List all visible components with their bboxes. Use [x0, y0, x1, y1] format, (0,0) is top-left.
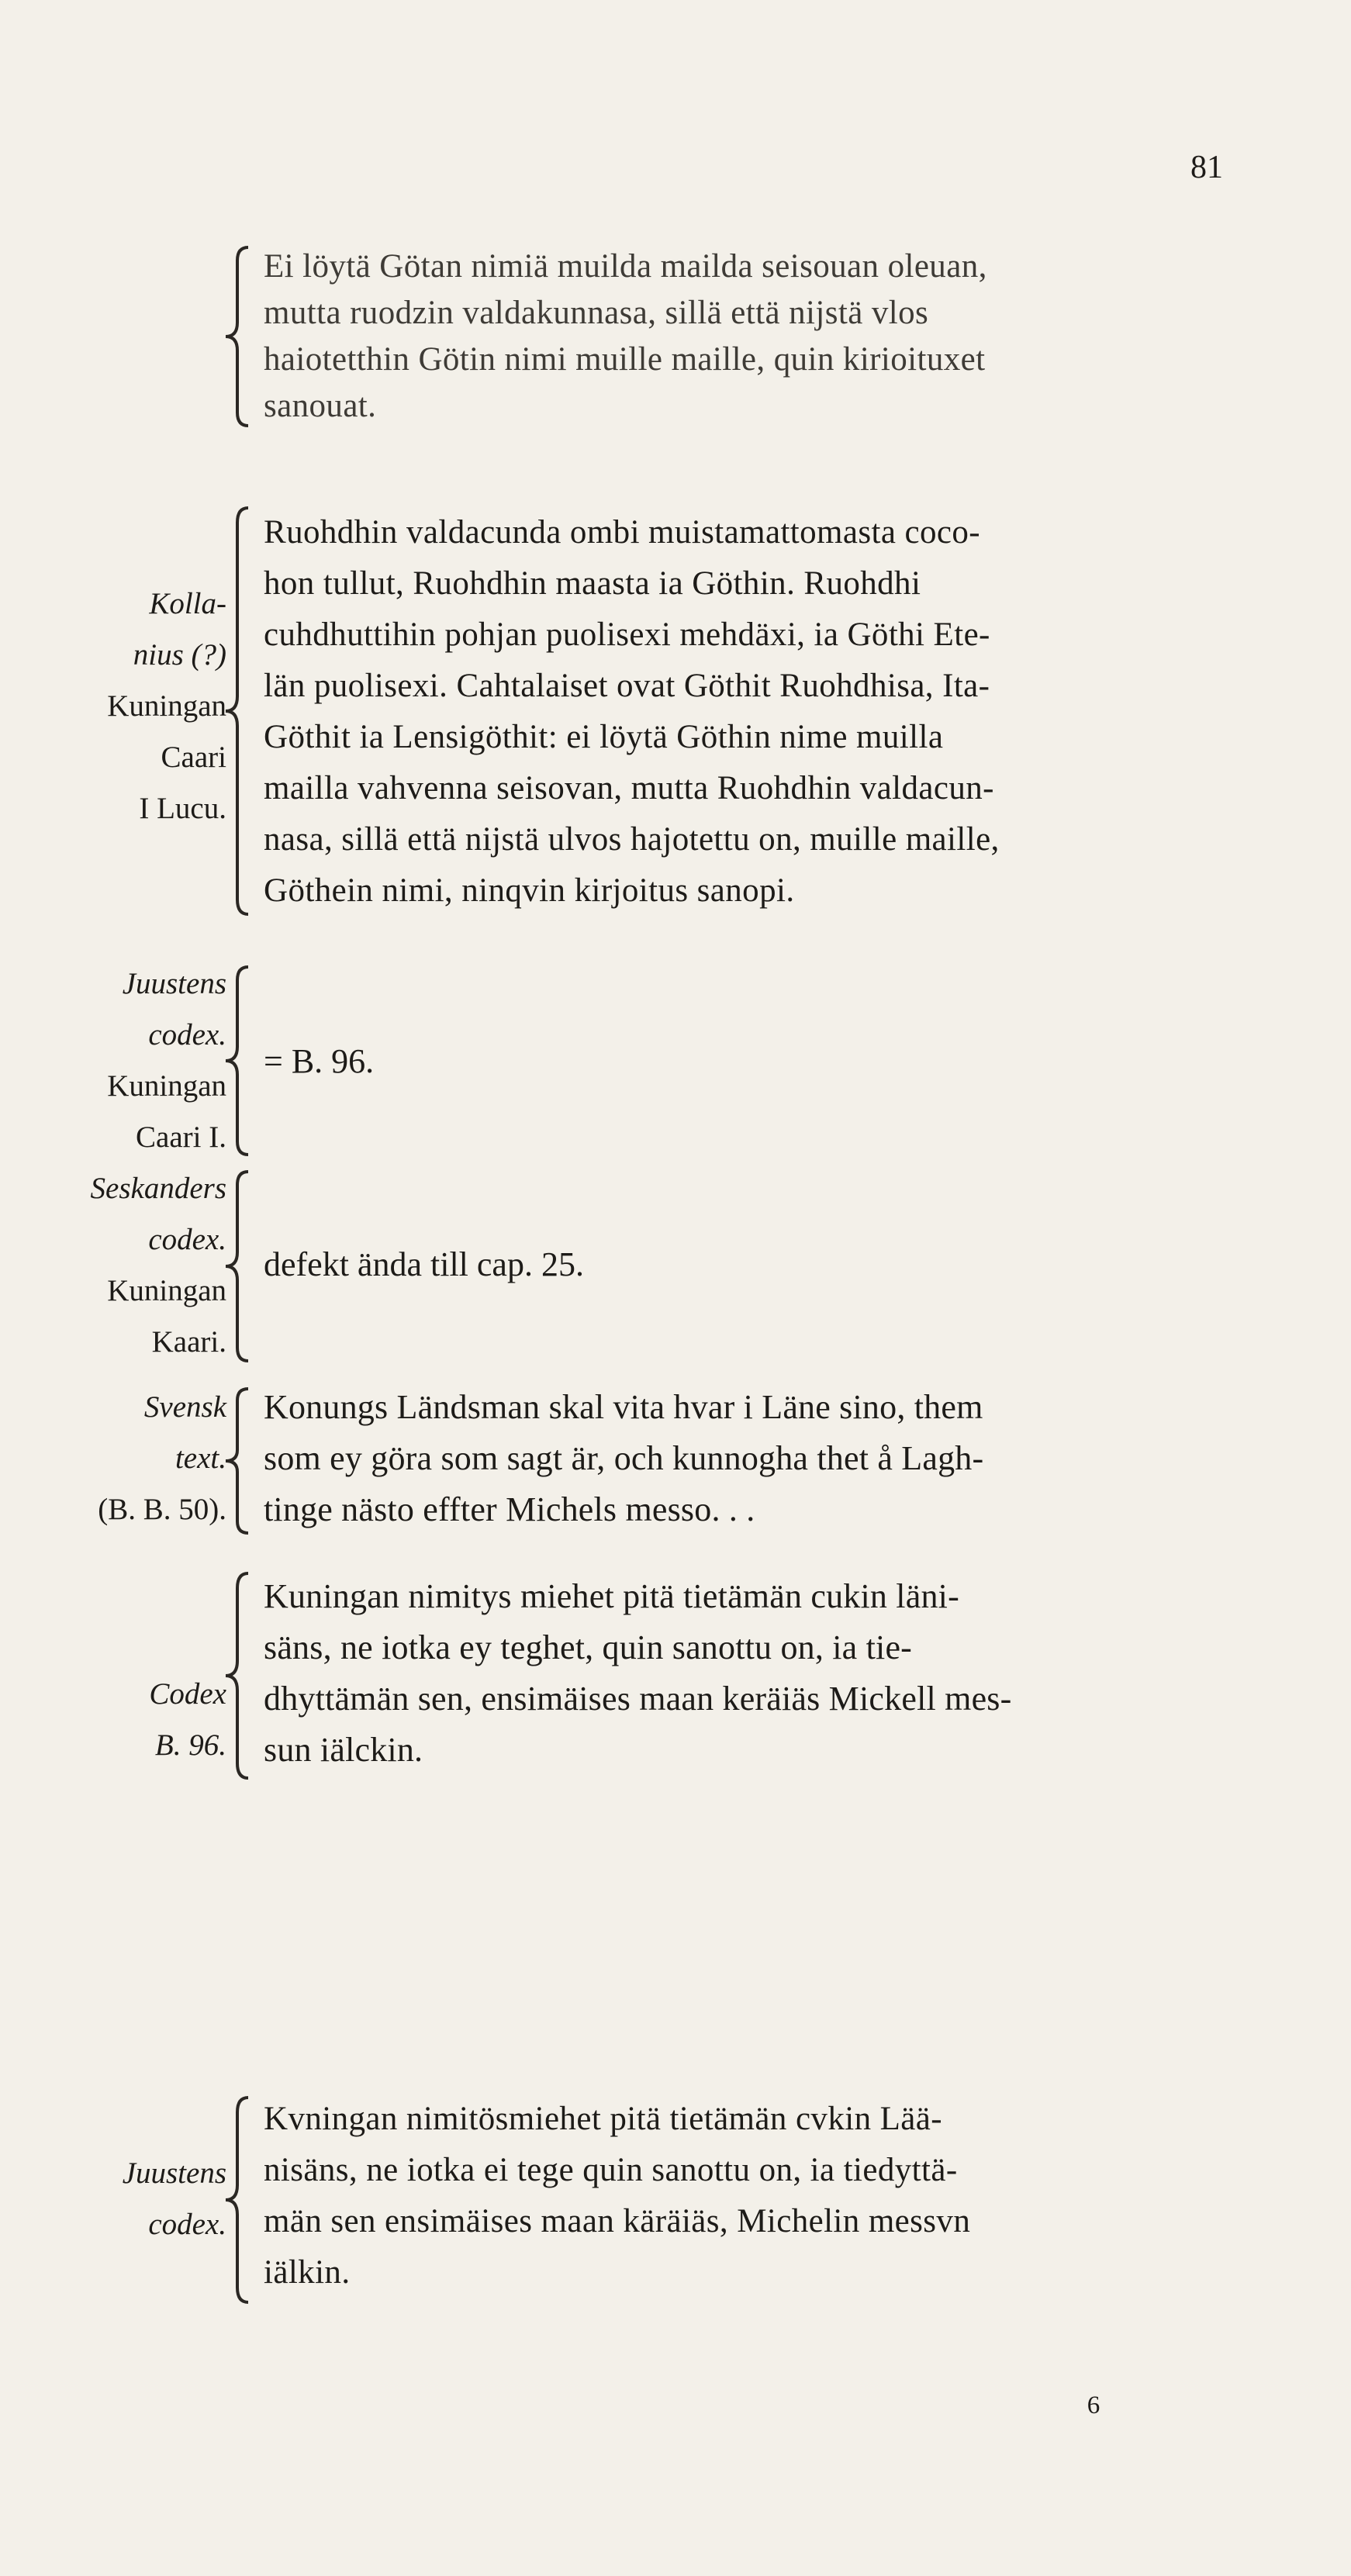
text-line: som ey göra som sagt är, och kunnogha thet å Lagh- [264, 1439, 984, 1477]
text-line: län puolisexi. Cahtalaiset ovat Göthit Ruohdhisa, Ita- [264, 668, 990, 704]
text-line: cuhdhuttihin pohjan puolisexi mehdäxi, ia Göthi Ete- [264, 616, 990, 653]
siglum-line: codex. [148, 1223, 226, 1256]
section-7-text [264, 2094, 1272, 2298]
siglum-line: Kuningan [107, 1274, 226, 1307]
brace-section-7 [222, 2095, 256, 2305]
text-line: nasa, sillä että nijstä ulvos hajotettu on, muille maille, [264, 821, 1000, 858]
text-line: mutta ruodzin valdakunnasa, sillä että nijstä vlos [264, 295, 929, 331]
siglum-line: Codex [149, 1677, 226, 1711]
section-2-text [264, 507, 1272, 917]
text-line: nisäns, ne iotka ei tege quin sanottu on, ia tiedyttä- [264, 2152, 958, 2188]
siglum-line: Kuningan [107, 1069, 226, 1103]
brace-section-2 [222, 506, 256, 917]
brace-section-5 [222, 1386, 256, 1535]
section-4-text [264, 1239, 1272, 1290]
text-line: Kuningan nimitys miehet pitä tietämän cukin läni- [264, 1577, 959, 1615]
siglum-line: nius (?) [133, 638, 226, 672]
siglum-juustens-codex [0, 958, 226, 1163]
section-5-text [264, 1382, 1272, 1535]
siglum-line: Svensk [143, 1390, 226, 1424]
siglum-line: codex. [148, 1018, 226, 1051]
siglum-line: Kaari. [151, 1325, 226, 1359]
siglum-line: Juustens [122, 2156, 226, 2190]
section-3-text [264, 1036, 1272, 1087]
siglum-codex-b96 [0, 1669, 226, 1771]
siglum-svensk-text [0, 1382, 226, 1535]
siglum-line: Juustens [122, 967, 226, 1000]
text-line: män sen ensimäises maan käräiäs, Michelin messvn [264, 2203, 971, 2239]
text-line: mailla vahvenna seisovan, mutta Ruohdhin valdacun- [264, 770, 994, 806]
text-line: sanouat. [264, 388, 377, 424]
brace-section-4 [222, 1169, 256, 1363]
page-number: 81 [1190, 150, 1223, 185]
siglum-line: text. [174, 1442, 226, 1475]
siglum-line: Caari [161, 741, 226, 774]
siglum-line: Caari I. [136, 1121, 226, 1154]
siglum-line: I Lucu. [139, 792, 226, 825]
siglum-seskanders-codex [0, 1163, 226, 1368]
siglum-line: Kolla- [149, 587, 226, 620]
brace-section-6 [222, 1571, 256, 1780]
text-line: haiotetthin Götin nimi muille maille, quin kirioituxet [264, 341, 986, 378]
siglum-line: codex. [148, 2208, 226, 2241]
text-line: Ei löytä Götan nimiä muilda mailda seisouan oleuan, [264, 248, 987, 285]
siglum-line: Seskanders [90, 1172, 226, 1205]
text-line: Göthein nimi, ninqvin kirjoitus sanopi. [264, 872, 795, 909]
text-line: dhyttämän sen, ensimäises maan keräiäs Mickell mes- [264, 1680, 1012, 1718]
brace-section-3 [222, 965, 256, 1157]
text-line: sun iälckin. [264, 1731, 423, 1769]
siglum-line: B. 96. [154, 1728, 226, 1762]
siglum-line: Kuningan [107, 689, 226, 723]
gathering-signature: 6 [1087, 2391, 1100, 2419]
text-line: iälkin. [264, 2254, 351, 2291]
text-line: säns, ne iotka ey teghet, quin sanottu on, ia tie- [264, 1628, 913, 1666]
text-line: Ruohdhin valdacunda ombi muistamattomasta coco- [264, 514, 980, 551]
text-line: Göthit ia Lensigöthit: ei löytä Göthin nime muilla [264, 719, 944, 755]
section-6-text [264, 1571, 1272, 1776]
text-line: = B. 96. [264, 1042, 375, 1080]
siglum-juustens-codex-2 [0, 2148, 226, 2250]
text-line: Kvningan nimitösmiehet pitä tietämän cvkin Lää- [264, 2101, 942, 2137]
text-line: hon tullut, Ruohdhin maasta ia Göthin. Ruohdhi [264, 565, 921, 602]
text-line: defekt ända till cap. 25. [264, 1245, 584, 1283]
siglum-line: (B. B. 50). [98, 1493, 226, 1526]
brace-section-1 [222, 245, 256, 428]
section-1-text [264, 243, 1272, 430]
siglum-kollanius [0, 578, 226, 834]
text-line: tinge nästo effter Michels messo. . . [264, 1490, 755, 1528]
text-line: Konungs Ländsman skal vita hvar i Läne sino, them [264, 1388, 983, 1426]
